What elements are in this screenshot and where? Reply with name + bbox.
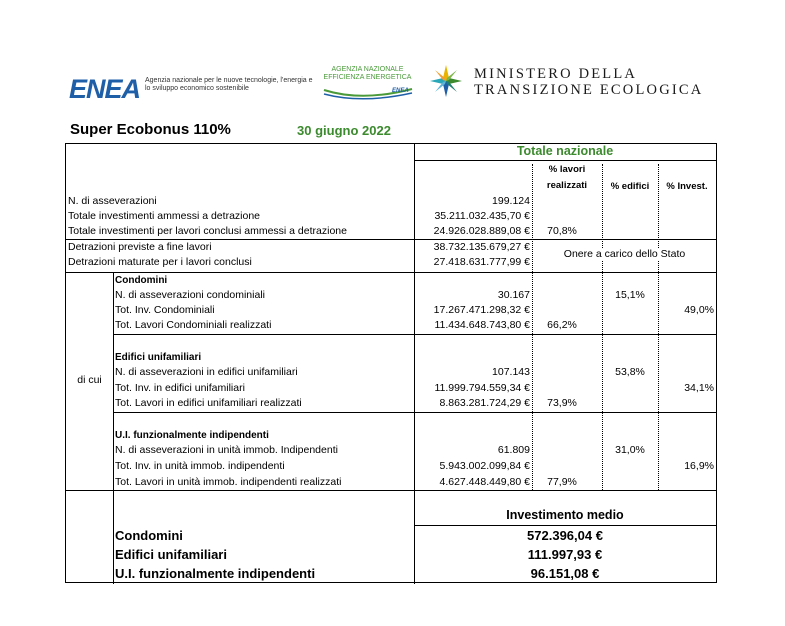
group-invest-unifamiliari: 34,1%	[684, 382, 714, 394]
row-value-lavori-conclusi: 24.926.028.889,08 €	[433, 225, 530, 237]
group-edifici-indipendenti: 31,0%	[615, 444, 645, 456]
rule-after-detrazioni	[66, 272, 716, 273]
col-divider-medio-left	[113, 490, 114, 584]
group-n-value-indipendenti: 61.809	[497, 444, 530, 456]
group-invest-condomini: 49,0%	[684, 304, 714, 316]
row-label-asseverazioni: N. di asseverazioni	[68, 195, 157, 207]
group-title-unifamiliari: Edifici unifamiliari	[115, 352, 202, 363]
col-divider-dicui	[113, 272, 114, 490]
medio-label-condomini: Condomini	[115, 528, 183, 543]
group-lavori-indipendenti: 77,9%	[547, 476, 577, 488]
col-lavori-line-1: % lavori	[548, 164, 586, 175]
group-n-value-unifamiliari: 107.143	[492, 366, 530, 378]
group-inv-value-unifamiliari: 11.999.794.559,34 €	[434, 382, 530, 394]
dotted-divider-3	[658, 164, 659, 490]
agency-enea-mark: ENEA	[392, 88, 409, 94]
onere-stato-note: Onere a carico dello Stato	[533, 248, 716, 261]
medio-label-indipendenti: U.I. funzionalmente indipendenti	[115, 566, 316, 581]
group-n-label-unifamiliari: N. di asseverazioni in edifici unifamiliari	[115, 366, 298, 378]
group-title-indipendenti: U.I. funzionalmente indipendenti	[115, 430, 269, 441]
group-lavori-condomini: 66,2%	[547, 319, 577, 331]
row-value-asseverazioni: 199.124	[492, 195, 530, 207]
row-label-lavori-conclusi: Totale investimenti per lavori conclusi ammessi a detrazione	[68, 225, 347, 237]
enea-logo: ENEA	[69, 74, 141, 104]
report-date: 30 giugno 2022	[297, 123, 391, 138]
investimento-medio-header: Investimento medio	[506, 508, 624, 522]
col-lavori-header	[532, 164, 602, 192]
ministry-star-icon	[428, 63, 464, 99]
group-inv-label-indipendenti: Tot. Inv. in unità immob. indipendenti	[115, 460, 285, 472]
group-lav-label-indipendenti: Tot. Lavori in unità immob. indipendenti realizzati	[115, 476, 342, 488]
row-label-investimenti-ammessi: Totale investimenti ammessi a detrazione	[68, 210, 261, 222]
medio-value-indipendenti: 96.151,08 €	[530, 566, 600, 581]
group-n-value-condomini: 30.167	[497, 289, 530, 301]
group-inv-label-unifamiliari: Tot. Inv. in edifici unifamiliari	[115, 382, 245, 394]
medio-label-unifamiliari: Edifici unifamiliari	[115, 547, 227, 562]
group-lav-value-unifamiliari: 8.863.281.724,29 €	[439, 397, 530, 409]
medio-value-unifamiliari: 111.997,93 €	[527, 547, 603, 562]
rule-before-medio	[66, 490, 716, 491]
agency-line-1: AGENZIA NAZIONALE	[331, 66, 404, 73]
col-invest-header: % Invest.	[666, 181, 708, 192]
row-label-detrazioni-previste: Detrazioni previste a fine lavori	[68, 241, 212, 253]
enea-description: Agenzia nazionale per le nuove tecnologie, l'energia e lo sviluppo economico sostenibile	[145, 77, 313, 92]
group-lavori-unifamiliari: 73,9%	[547, 397, 577, 409]
group-lav-value-indipendenti: 4.627.448.449,80 €	[439, 476, 530, 488]
ministry-name	[474, 66, 703, 98]
group-invest-indipendenti: 16,9%	[684, 460, 714, 472]
group-lav-value-condomini: 11.434.648.743,80 €	[434, 319, 530, 331]
row-value-detrazioni-maturate: 27.418.631.777,99 €	[433, 256, 530, 268]
group-inv-value-condomini: 17.267.471.298,32 €	[433, 304, 530, 316]
group-edifici-condomini: 15,1%	[615, 289, 645, 301]
row-pct-lavori-conclusi: 70,8%	[547, 225, 577, 237]
rule-after-investimenti	[66, 239, 716, 240]
agency-logo-text	[320, 66, 415, 82]
di-cui-label: di cui	[77, 374, 102, 386]
group-n-label-indipendenti: N. di asseverazioni in unità immob. Indipendenti	[115, 444, 338, 456]
rule-after-unifamiliari	[113, 412, 716, 413]
group-lav-label-condomini: Tot. Lavori Condominiali realizzati	[115, 319, 272, 331]
summary-table	[65, 143, 717, 583]
row-value-investimenti-ammessi: 35.211.032.435,70 €	[434, 210, 530, 222]
page-title: Super Ecobonus 110%	[70, 121, 231, 138]
medio-value-condomini: 572.396,04 €	[527, 528, 603, 543]
row-value-detrazioni-previste: 38.732.135.679,27 €	[433, 241, 530, 253]
ministry-line-1: MINISTERO DELLA	[474, 66, 638, 82]
group-lav-label-unifamiliari: Tot. Lavori in edifici unifamiliari realizzati	[115, 397, 302, 409]
group-edifici-unifamiliari: 53,8%	[615, 366, 645, 378]
group-inv-value-indipendenti: 5.943.002.099,84 €	[439, 460, 530, 472]
col-lavori-line-2: realizzati	[546, 180, 588, 191]
rule-after-condomini	[113, 334, 716, 335]
agency-line-2: EFFICIENZA ENERGETICA	[323, 74, 412, 81]
rule-under-medio-header	[414, 525, 716, 526]
group-inv-label-condomini: Tot. Inv. Condominiali	[115, 304, 215, 316]
ministry-line-2: TRANSIZIONE ECOLOGICA	[474, 82, 704, 98]
totale-nazionale-header: Totale nazionale	[516, 144, 614, 158]
header-rule	[414, 160, 716, 161]
dotted-divider-2	[602, 164, 603, 490]
row-label-detrazioni-maturate: Detrazioni maturate per i lavori conclusi	[68, 256, 252, 268]
group-n-label-condomini: N. di asseverazioni condominiali	[115, 289, 265, 301]
group-title-condomini: Condomini	[115, 275, 168, 286]
col-edifici-header: % edifici	[610, 181, 650, 192]
